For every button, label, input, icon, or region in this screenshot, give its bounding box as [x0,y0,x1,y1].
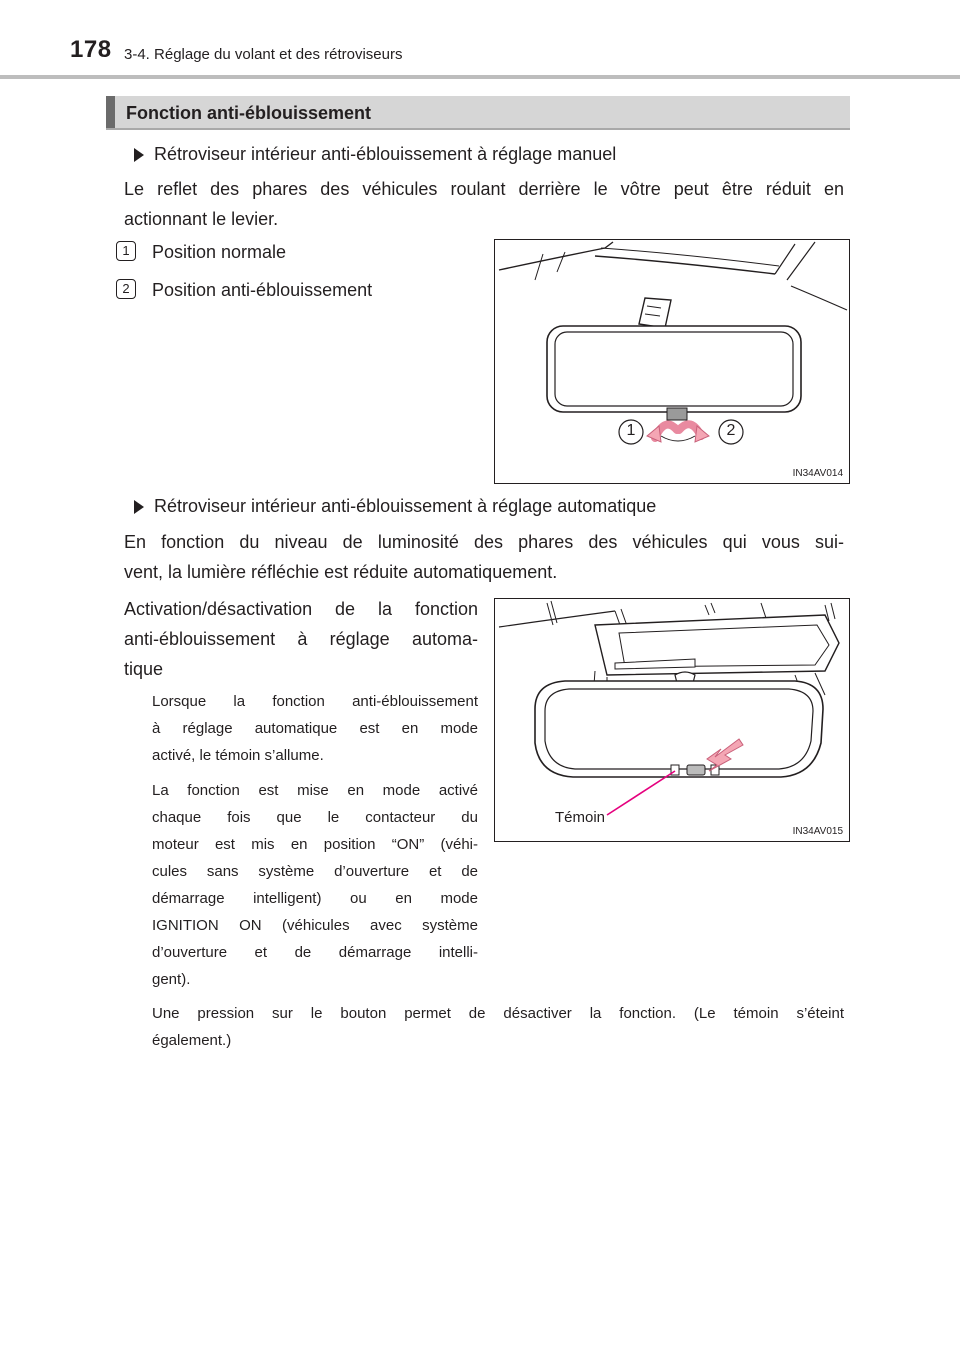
manual-paragraph-line: Le reflet des phares des véhicules roulant derrière le vôtre peut être réduit en [124,179,844,199]
manual-paragraph-line: actionnant le levier. [124,209,279,229]
bullet-triangle-icon [134,148,144,162]
automatic-heading: Rétroviseur intérieur anti-éblouissement à réglage automatique [154,496,657,516]
activation-line: tique [124,659,164,679]
note2-line: IGNITION ON (véhicules avec système [152,917,478,934]
automatic-mirror-illustration [495,599,849,841]
number-badge: 2 [116,279,136,299]
activation-line: Activation/désactivation de la fonction [124,599,478,619]
indicator-label: Témoin [555,809,606,826]
manual-mirror-illustration [495,240,849,483]
item-label-antiglare: Position anti-éblouissement [152,280,373,300]
note1-line: activé, le témoin s’allume. [152,747,324,764]
note2-line: chaque fois que le contacteur du [152,809,478,826]
page-number: 178 [70,36,112,63]
note2-line: cules sans système d’ouverture et de [152,863,478,880]
bullet-triangle-icon [134,500,144,514]
activation-line: anti-éblouissement à réglage automa- [124,629,478,649]
callout-1: 1 [626,422,636,439]
note1-line: à réglage automatique est en mode [152,720,478,737]
manual-mirror-figure [494,239,850,484]
note2-line: moteur est mis en position “ON” (véhi- [152,836,478,853]
number-badge: 1 [116,241,136,261]
chapter-title: 3-4. Réglage du volant et des rétroviseurs [124,46,403,63]
automatic-mirror-figure [494,598,850,842]
automatic-paragraph-line: En fonction du niveau de luminosité des phares des véhicules qui vous sui- [124,532,844,552]
figure-code: IN34AV015 [792,826,843,837]
header-divider [0,75,960,79]
automatic-paragraph-line: vent, la lumière réfléchie est réduite automatiquement. [124,562,558,582]
note2-line: La fonction est mise en mode activé [152,782,478,799]
note3-line: Une pression sur le bouton permet de désactiver la fonction. (Le témoin s’éteint [152,1005,844,1022]
section-title-bar [106,96,850,130]
section-title: Fonction anti-éblouissement [126,103,372,123]
note3-line: également.) [152,1032,232,1049]
manual-heading: Rétroviseur intérieur anti-éblouissement à réglage manuel [154,144,617,164]
note2-line: d’ouverture et de démarrage intelli- [152,944,478,961]
item-label-normal: Position normale [152,242,287,262]
note2-line: gent). [152,971,191,988]
note1-line: Lorsque la fonction anti-éblouissement [152,693,478,710]
note2-line: démarrage intelligent) ou en mode [152,890,478,907]
callout-2: 2 [726,422,736,439]
figure-code: IN34AV014 [792,468,843,479]
section-bar-accent [106,96,115,128]
